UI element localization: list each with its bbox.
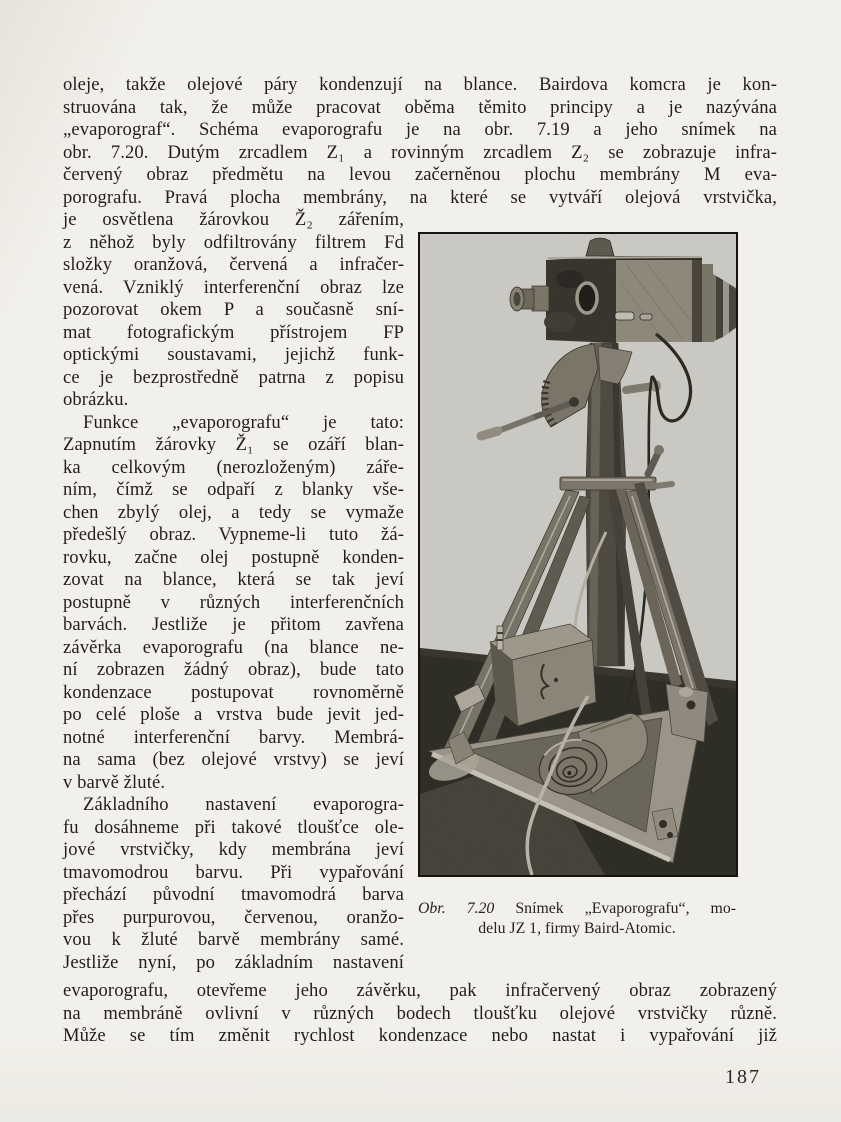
text-line: Základního nastavení evaporogra- — [83, 794, 404, 815]
evaporograph-photo-illustration — [420, 234, 736, 875]
page-content — [63, 74, 777, 1048]
text-line: obr. 7.20. Dutým zrcadlem Z₁ a rovinným zrcadlem Z₂ se zobrazuje infra- — [63, 141, 777, 163]
text-line: je osvětlena žárovkou Ž₂ zářením, — [63, 209, 404, 230]
text-line: notné interferenční barvy. Membrá- — [63, 726, 404, 748]
text-line: optickými soustavami, jejichž funk- — [63, 344, 404, 365]
text-line: obrázku. — [63, 389, 129, 410]
figure-obr-7-20 — [418, 209, 738, 939]
figure-caption-label: Obr. 7.20 — [418, 900, 495, 917]
text-line: červený obraz předmětu na levou začerněnou plochu membrány M eva- — [63, 164, 777, 185]
text-line: „evaporograf“. Schéma evaporografu je na obr. 7.19 a jeho snímek na — [63, 119, 777, 140]
text-line: struována tak, že může pracovat oběma těmito principy a je nazývána — [63, 96, 777, 118]
text-line: porografu. Pravá plocha membrány, na které se vytváří olejová vrstvička, — [63, 186, 777, 208]
figure-caption-text: Snímek „Evaporografu“, mo- — [515, 900, 737, 917]
text-line: závěrka evaporografu (na blance ne- — [63, 636, 404, 658]
text-line: fu dosáhneme při takové tloušťce ole- — [63, 816, 404, 838]
text-line: barvách. Jestliže je přitom zavřena — [63, 614, 404, 635]
text-line: ní zobrazen žádný obraz), bude tato — [63, 659, 404, 680]
text-line: rovku, začne olej postupně konden- — [63, 546, 404, 568]
text-line: jové vrstvičky, kdy membrána jeví — [63, 839, 404, 860]
figure-caption — [418, 899, 736, 939]
text-line: přechází původní tmavomodrá barva — [63, 884, 404, 905]
text-line: mat fotografickým přístrojem FP — [63, 321, 404, 343]
text-line: přes purpurovou, červenou, oranžo- — [63, 906, 404, 928]
text-line: předešlý obraz. Vypneme-li tuto žá- — [63, 524, 404, 545]
text-line: ka celkovým (nerozloženým) záře- — [63, 456, 404, 478]
text-line: Funkce „evaporografu“ je tato: — [83, 411, 404, 433]
text-line: na membráně ovlivní v různých bodech tloušťku olejové vrstvičky různě. — [63, 1002, 777, 1024]
text-line: kondenzace postupovat rovnoměrně — [63, 681, 404, 703]
text-line: ním, čímž se odpaří z blanky vše- — [63, 479, 404, 500]
text-line: pozorovat okem P a současně sní- — [63, 299, 404, 320]
left-column-text — [63, 209, 404, 974]
text-line: evaporografu, otevřeme jeho závěrku, pak infračervený obraz zobrazený — [63, 980, 777, 1001]
figure-caption-line2: delu JZ 1, firmy Baird-Atomic. — [478, 920, 676, 937]
text-line: oleje, takže olejové páry kondenzují na blance. Bairdova komcra je kon- — [63, 74, 777, 95]
text-line: složky oranžová, červená a infračer- — [63, 254, 404, 275]
text-line: Jestliže nyní, po základním nastavení — [63, 951, 404, 973]
text-line: vou k žluté barvě membrány samé. — [63, 929, 404, 950]
text-line: zovat na blance, která se tak jeví — [63, 569, 404, 590]
text-line: v barvě žluté. — [63, 771, 166, 793]
text-line: po celé ploše a vrstva bude jevit jed- — [63, 704, 404, 725]
text-line: na sama (bez olejové vrstvy) se jeví — [63, 749, 404, 770]
text-line: ce je bezprostředně patrna z popisu — [63, 366, 404, 388]
text-line: z něhož byly odfiltrovány filtrem Fd — [63, 231, 404, 253]
text-line: tmavomodrou barvu. Při vypařování — [63, 861, 404, 883]
text-line: chen zbylý olej, a tedy se vymaže — [63, 501, 404, 523]
page-number: 187 — [725, 1066, 761, 1088]
text-line: Zapnutím žárovky Ž₁ se ozáří blan- — [63, 434, 404, 455]
figure-caption-line1 — [418, 899, 736, 919]
top-paragraph — [63, 74, 777, 209]
text-line: Může se tím změnit rychlost kondenzace nebo nastat i vypařování již — [63, 1025, 777, 1046]
text-line: postupně v různých interferenčních — [63, 591, 404, 613]
evaporograph-photo — [418, 232, 738, 877]
bottom-paragraph — [63, 980, 777, 1048]
two-column-region — [63, 209, 777, 974]
text-line: vená. Vzniklý interferenční obraz lze — [63, 276, 404, 298]
